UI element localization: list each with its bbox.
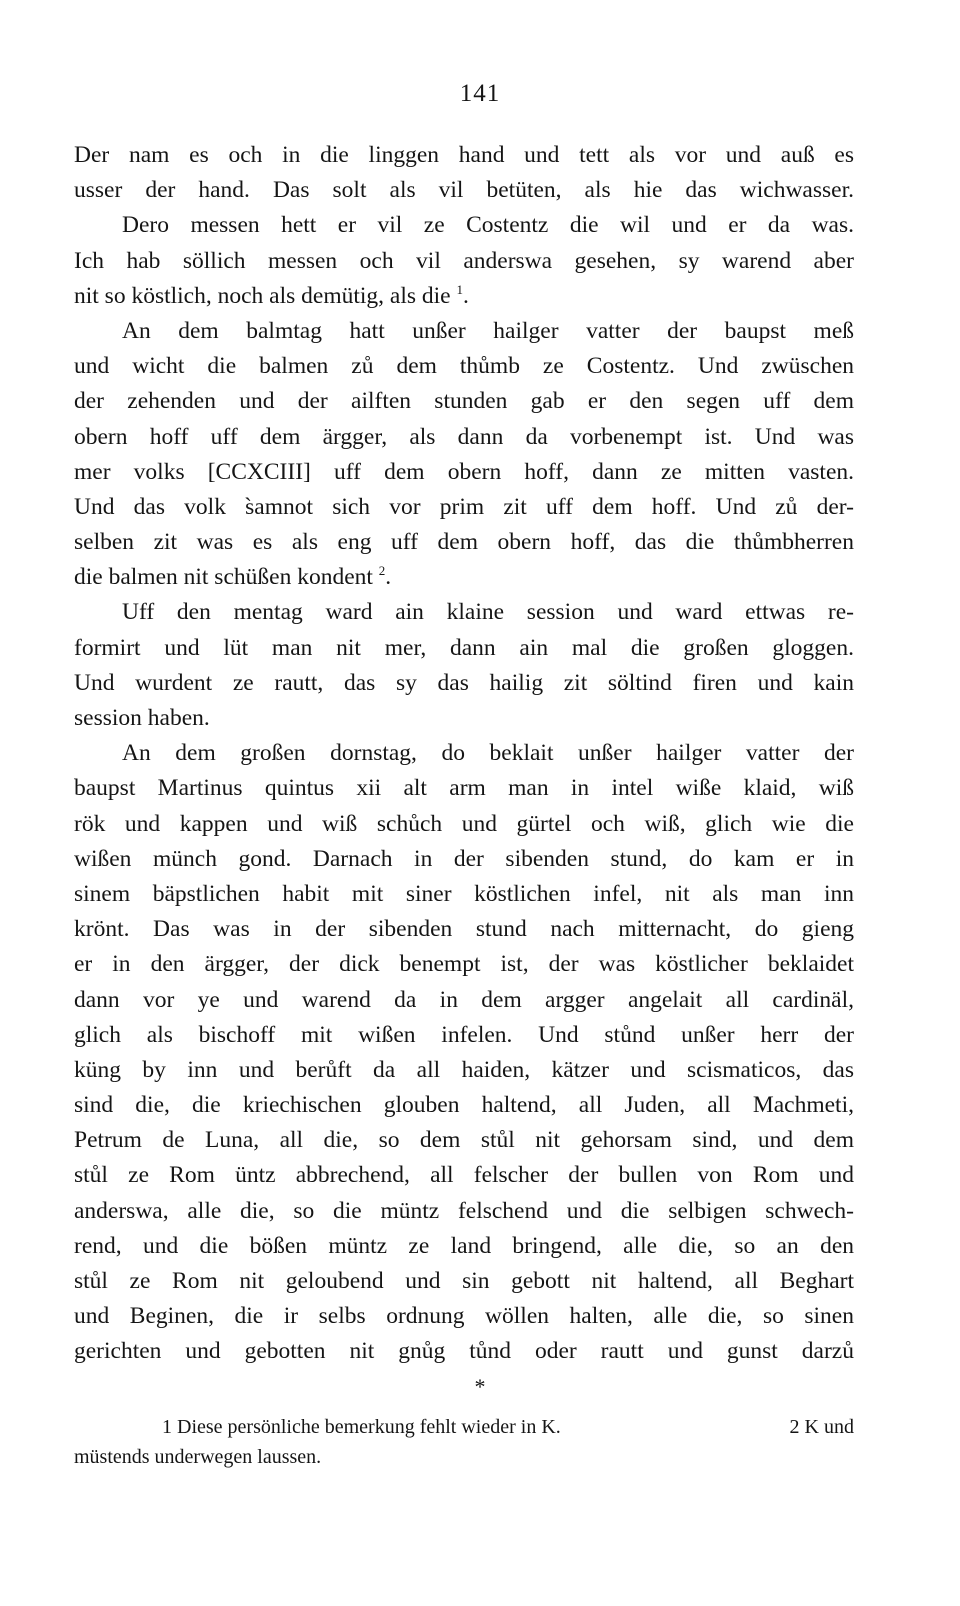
- footnote-2-continuation: müstends underwegen laussen.: [74, 1446, 322, 1468]
- text-line: dann vor ye und warend da in dem argger angelait all cardinäl,: [74, 986, 854, 1013]
- text-line: der zehenden und der ailften stunden gab er den segen uff dem: [74, 388, 854, 415]
- text-line: und wicht die balmen zů dem thůmb ze Costentz. Und zwüschen: [74, 353, 854, 380]
- footnote-1: 1 Diese persönliche bemerkung fehlt wieder in K.: [162, 1416, 561, 1438]
- text-line: rend, und die bößen müntz ze land bringend, alle die, so an den: [74, 1232, 854, 1259]
- text-line: küng by inn und berůft da all haiden, kätzer und scismaticos, das: [74, 1056, 854, 1083]
- text-line: An dem großen dornstag, do beklait unßer hailger vatter der: [122, 740, 854, 767]
- footnote-separator: *: [474, 1374, 486, 1399]
- text-line: Und wurdent ze rautt, das sy das hailig zit söltind firen und kain: [74, 669, 854, 696]
- text-line: mer volks [CCXCIII] uff dem obern hoff, dann ze mitten vasten.: [74, 458, 854, 485]
- text-line: Und das volk s̀amnot sich vor prim zit uff dem hoff. Und zů der-: [74, 493, 854, 520]
- text-line: Dero messen hett er vil ze Costentz die wil und er da was.: [122, 212, 854, 239]
- text-line: stůl ze Rom üntz abbrechend, all felscher der bullen von Rom und: [74, 1162, 854, 1189]
- text-line: und Beginen, die ir selbs ordnung wöllen halten, alle die, so sinen: [74, 1303, 854, 1330]
- text-line: nit so köstlich, noch als demütig, als die $^1$.: [74, 281, 469, 309]
- text-line: baupst Martinus quintus xii alt arm man in intel wiße klaid, wiß: [74, 775, 854, 802]
- text-line: sinem bäpstlichen habit mit siner köstlichen infel, nit als man inn: [74, 880, 854, 907]
- text-line: glich als bischoff mit wißen infelen. Und stůnd unßer herr der: [74, 1021, 854, 1048]
- text-line: er in den ärgger, der dick benempt ist, der was köstlicher beklaidet: [74, 951, 854, 978]
- page-number: 141: [459, 80, 501, 107]
- text-line: gerichten und gebotten nit gnůg tůnd oder rautt und gunst darzů: [74, 1338, 854, 1365]
- text-line: usser der hand. Das solt als vil betüten, als hie das wichwasser.: [74, 177, 854, 204]
- footnote-row: [74, 1412, 854, 1442]
- text-line: session haben.: [74, 705, 210, 731]
- text-line-content: die balmen nit schüßen kondent: [74, 564, 373, 591]
- text-line: formirt und lüt man nit mer, dann ain mal die großen gloggen.: [74, 634, 854, 661]
- text-line: An dem balmtag hatt unßer hailger vatter der baupst meß: [122, 317, 854, 344]
- text-line-content: nit so köstlich, noch als demütig, als die: [74, 282, 451, 309]
- text-line: wißen münch gond. Darnach in der sibenden stund, do kam er in: [74, 845, 854, 872]
- text-line: die balmen nit schüßen kondent $^2$.: [74, 563, 392, 591]
- text-line: selben zit was es als eng uff dem obern hoff, das die thůmbherren: [74, 529, 854, 556]
- body-text: [74, 138, 854, 1370]
- footnote-marker: 2: [378, 563, 386, 579]
- text-line: anderswa, alle die, so die müntz felschend und die selbigen schwech-: [74, 1197, 854, 1224]
- footnote-marker: 1: [456, 281, 463, 297]
- text-line: Ich hab söllich messen och vil anderswa gesehen, sy warend aber: [74, 247, 854, 274]
- text-line: stůl ze Rom nit geloubend und sin gebott nit haltend, all Beghart: [74, 1268, 854, 1294]
- text-line: Petrum de Luna, all die, so dem stůl nit gehorsam sind, und dem: [74, 1127, 854, 1154]
- footnotes: [74, 1412, 854, 1472]
- text-line: Der nam es och in die linggen hand und tett als vor und auß es: [74, 142, 854, 168]
- text-line: sind die, die kriechischen glouben haltend, all Juden, all Machmeti,: [74, 1092, 854, 1119]
- text-line: Uff den mentag ward ain klaine session und ward ettwas re-: [122, 599, 854, 626]
- text-line: krönt. Das was in der sibenden stund nach mitternacht, do gieng: [74, 916, 854, 943]
- text-line: obern hoff uff dem ärgger, als dann da vorbenempt ist. Und was: [74, 423, 854, 450]
- text-line: rök und kappen und wiß schůch und gürtel och wiß, glich wie die: [74, 810, 854, 837]
- footnote-2-start: 2 K und: [789, 1416, 854, 1438]
